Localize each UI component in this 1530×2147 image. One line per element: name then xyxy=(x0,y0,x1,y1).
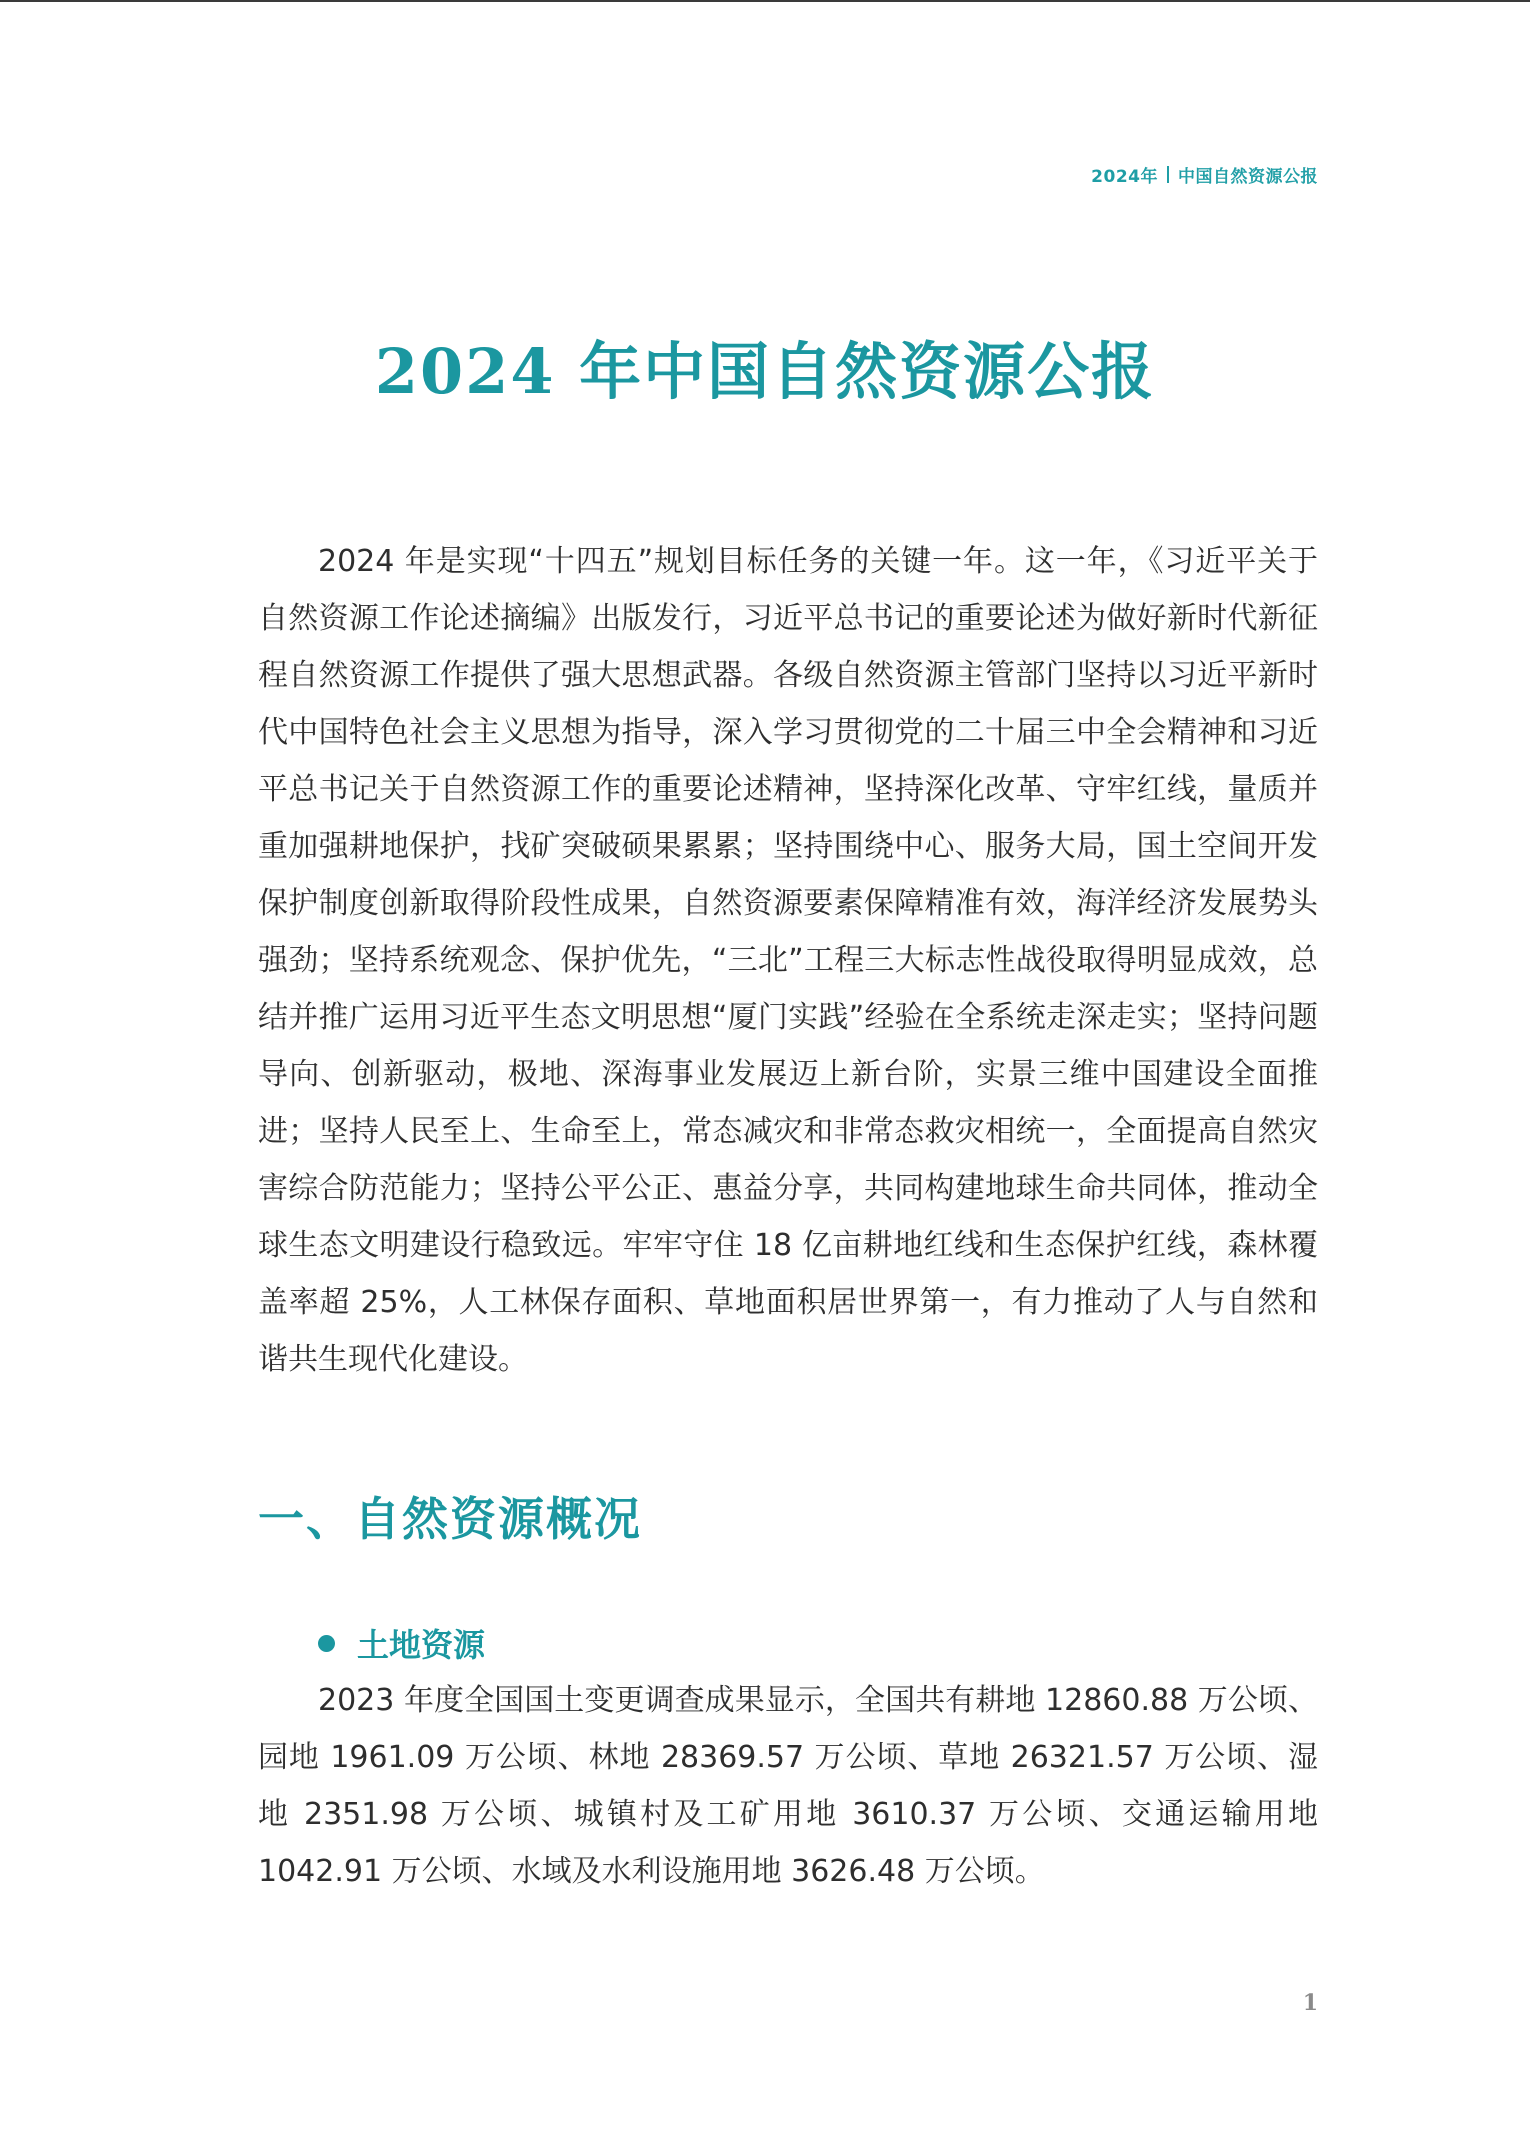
top-border-rule xyxy=(0,0,1530,2)
subsection-title: 土地资源 xyxy=(357,1626,486,1664)
header-year-label: 2024年 xyxy=(1091,167,1158,187)
header-separator xyxy=(1167,166,1169,183)
running-header xyxy=(1091,162,1318,187)
section-heading: 一、自然资源概况 xyxy=(258,1492,642,1546)
subsection-header xyxy=(318,1620,485,1666)
header-publication-name: 中国自然资源公报 xyxy=(1178,167,1318,187)
page-number: 1 xyxy=(1302,1990,1318,2016)
document-title: 2024 年中国自然资源公报 xyxy=(374,335,1156,408)
intro-paragraph: 2024 年是实现“十四五”规划目标任务的关键一年。这一年，《习近平关于自然资源工作论述摘编》出版发行，习近平总书记的重要论述为做好新时代新征程自然资源工作提供了强大思想武器。各级自然资源主管部门坚持以习近平新时代中国特色社会主义思想为指导，深入学习贯彻党的二十届三中全会精神和习近平总书记关于自然资源工作的重要论述精神，坚持深化改革、守牢红线，量质并重加强耕地保护，找矿突破硕果累累；坚持围绕中心、服务大局，国土空间开发保护制度创新取得阶段性成果，自然资源要素保障精准有效，海洋经济发展势头强劲；坚持系统观念、保护优先，“三北”工程三大标志性战役取得明显成效，总结并推广运用习近平生态文明思想“厦门实践”经验在全系统走深走实；坚持问题导向、创新驱动，极地、深海事业发展迈上新台阶，实景三维中国建设全面推进；坚持人民至上、生命至上，常态减灾和非常态救灾相统一，全面提高自然灾害综合防范能力；坚持公平公正、惠益分享，共同构建地球生命共同体，推动全球生态文明建设行稳致远。牢牢守住 18 亿亩耕地红线和生态保护红线，森林覆盖率超 25%，人工林保存面积、草地面积居世界第一，有力推动了人与自然和谐共生现代化建设。 xyxy=(258,544,1318,1377)
land-resources-paragraph: 2023 年度全国国土变更调查成果显示，全国共有耕地 12860.88 万公顷、园地 1961.09 万公顷、林地 28369.57 万公顷、草地 26321.57 万公顷、湿地 2351.98 万公顷、城镇村及工矿用地 3610.37 万公顷、交通运输用地 1042.91 万公顷、水域及水利设施用地 3626.48 万公顷。 xyxy=(258,1683,1318,1889)
bullet-dot-icon xyxy=(318,1635,335,1652)
